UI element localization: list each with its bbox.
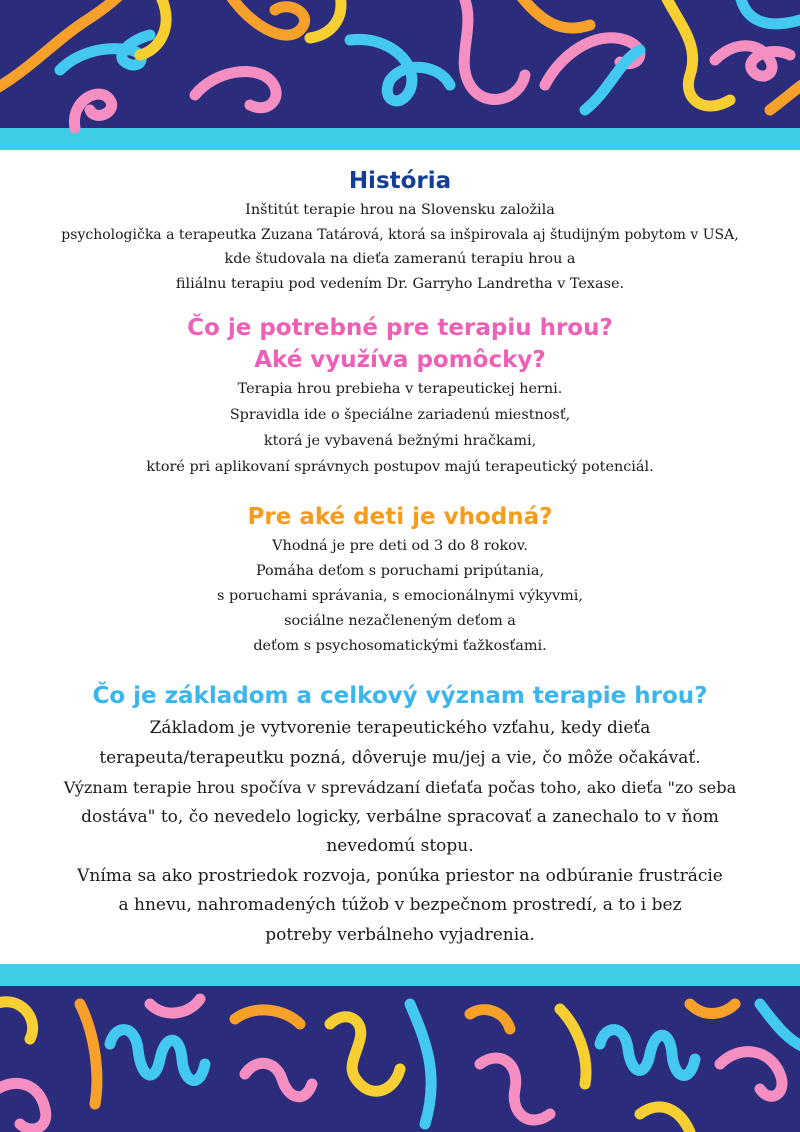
children-line: Vhodná je pre deti od 3 do 8 rokov. [272, 538, 528, 554]
children-section [0, 500, 800, 659]
needs-line: ktoré pri aplikovaní správnych postupov majú terapeutický potenciál. [146, 459, 654, 475]
children-line: s poruchami správania, s emocionálnymi výkyvmi, [217, 588, 583, 604]
needs-heading [0, 312, 800, 376]
history-section [0, 164, 800, 296]
needs-line: Spravidla ide o špeciálne zariadenú miestnosť, [229, 407, 571, 423]
basis-section [0, 678, 800, 950]
history-line: Inštitút terapie hrou na Slovensku založila [245, 202, 555, 218]
basis-line: Vníma sa ako prostriedok rozvoja, ponúka priestor na odbúranie frustrácie [77, 865, 723, 886]
history-line: psychologička a terapeutka Zuzana Tatárová, ktorá sa inšpirovala aj študijným pobytom v USA, [61, 226, 739, 243]
needs-section [0, 312, 800, 480]
basis-paragraph [0, 714, 800, 950]
history-paragraph [0, 198, 800, 296]
children-paragraph [0, 534, 800, 659]
needs-line: ktorá je vybavená bežnými hračkami, [263, 433, 537, 449]
basis-line: dostáva" to, čo nevedelo logicky, verbálne spracovať a zanechalo to v ňom [81, 806, 719, 827]
needs-heading-line: Aké využíva pomôcky? [254, 347, 546, 373]
children-heading: Pre aké deti je vhodná? [247, 504, 553, 530]
main-content [0, 150, 800, 964]
history-line: kde študovala na dieťa zameranú terapiu hrou a [224, 251, 576, 267]
needs-heading-line: Čo je potrebné pre terapiu hrou? [187, 315, 613, 341]
top-squiggle-decoration [0, 0, 800, 150]
needs-paragraph [0, 376, 800, 480]
basis-line: potreby verbálneho vyjadrenia. [265, 924, 535, 945]
history-heading: História [348, 168, 452, 194]
children-line: Pomáha deťom s poruchami pripútania, [255, 563, 545, 579]
basis-line: terapeuta/terapeutku pozná, dôveruje mu/jej a vie, čo môže očakávať. [99, 747, 701, 768]
bottom-confetti-banner [0, 964, 800, 1132]
needs-line: Terapia hrou prebieha v terapeutickej herni. [237, 381, 563, 397]
children-line: sociálne nezačleneným deťom a [284, 613, 516, 629]
basis-line: Význam terapie hrou spočíva v sprevádzaní dieťaťa počas toho, ako dieťa "zo seba [63, 778, 737, 797]
children-line: deťom s psychosomatickými ťažkosťami. [253, 638, 547, 654]
basis-heading: Čo je základom a celkový význam terapie hrou? [92, 683, 708, 709]
history-line: filiálnu terapiu pod vedením Dr. Garryho Landretha v Texase. [175, 275, 625, 292]
basis-line: a hnevu, nahromadených túžob v bezpečnom prostredí, a to i bez [118, 895, 682, 915]
top-confetti-banner [0, 0, 800, 150]
bottom-squiggle-decoration [0, 964, 800, 1132]
basis-line: Základom je vytvorenie terapeutického vzťahu, kedy dieťa [149, 718, 651, 738]
basis-line: nevedomú stopu. [326, 836, 474, 856]
